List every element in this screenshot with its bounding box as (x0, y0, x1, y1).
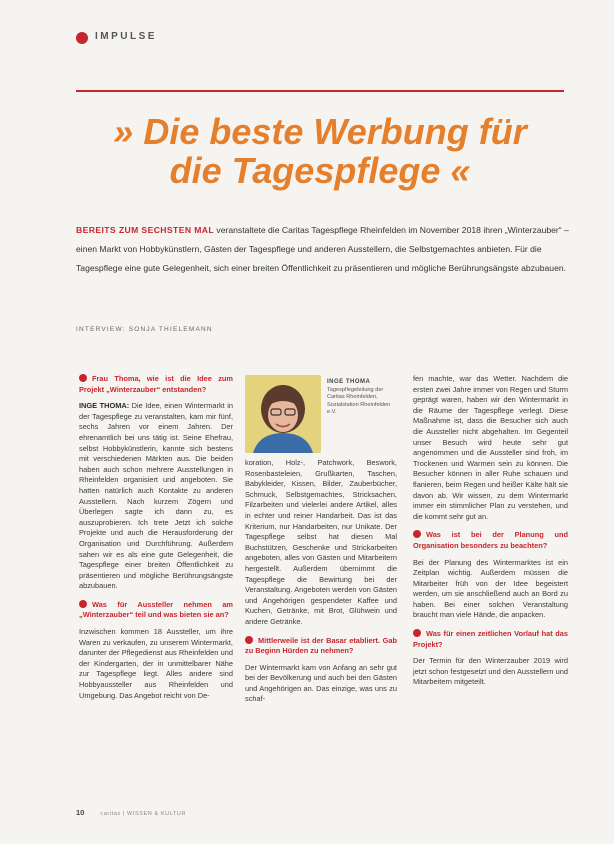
answer-3-continued: fen machte, war das Wetter. Nachdem die ersten zwei Jahre immer von Regen und Sturm geprägt waren, haben wir den Wintermarkt in die Räume der Tagespflege verlegt. Diese Maßnahme ist, dass die Besucher sich auch die Aussteller nicht abgehalten. Im Gegenteil unser Besuch wird heute sehr gut angenommen und die Aussteller sind froh, im Trockenen und Warmen sein zu können. Die Besucher können in aller Ruhe schauen und flanieren, beim Regen und heißer Kälte hält sie davon ab. Wir wissen, zu dem Wintermarkt immer ein stimmlicher Plan zu verstehen, und die kommt sehr gut an. (413, 374, 568, 521)
caption-name: INGE THOMA (327, 379, 371, 385)
question-marker-icon (245, 636, 253, 644)
column-2 (245, 458, 397, 705)
question-marker-icon (413, 530, 421, 538)
headline-line-2: die Tagespflege « (169, 150, 471, 191)
caption-text: Tagespflegeleitung der Caritas Rheinfelden, Sozialstation Rheinfelden e.V. (327, 386, 391, 416)
question-3: Mittlerweile ist der Basar etabliert. Gab zu Beginn Hürden zu nehmen? (245, 635, 397, 656)
question-marker-icon (413, 629, 421, 637)
answer-1: INGE THOMA: Die Idee, einen Wintermarkt in der Tagespflege zu veranstalten, kam mir fünf, sechs Jahren vor einem Jahren. Der ehrenamtlich bei uns tätig ist. Seine Ehefrau, selbst Hobbykünstlerin, kannte sich bestens mit verschiedenen Märkten aus. Die beiden haben auch schon mehrere Ausstellungen in Rheinfelden organisiert und angeboten. Sie hatten natürlich auch Kontakte zu anderen Ausstellern. Nach kurzem Zögern und Überlegen sagte ich dann zu, es auszuprobieren. Ich trete Jetzt ich solche Projekte und auch die Herausforderung der Organisation und Durchführung. Außerdem sahen wir es als eine gute Gelegenheit, die Tagespflege einer breiten Öffentlichkeit zu präsentieren und mögliche Berührungsängste abzubauen. (79, 401, 233, 591)
answer-4: Bei der Planung des Wintermarktes ist ein Zeitplan wichtig. Außerdem müssen die Mitarbeiter früh von der Idee begeistert werden, um sie anschließend auch an Bord zu haben. Bei einer solchen Veranstaltung braucht man viele Hände, die anpacken. (413, 557, 568, 620)
footer-source: caritas | WISSEN & KULTUR (100, 811, 187, 817)
rubric-marker-icon (76, 32, 88, 44)
photo-caption (327, 379, 397, 417)
speaker-name: INGE THOMA: (79, 401, 130, 411)
column-3 (413, 374, 568, 688)
lead-kicker: BEREITS ZUM SECHSTEN MAL (76, 225, 215, 235)
header-divider (76, 90, 564, 92)
column-1 (79, 374, 233, 701)
article-lead (76, 221, 571, 278)
article-headline (60, 112, 580, 190)
question-2: Was für Aussteller nehmen am „Winterzauber“ teil und was bieten sie an? (79, 599, 233, 620)
interview-credit: INTERVIEW: SONJA THIELEMANN (76, 326, 213, 333)
page-number: 10 (76, 808, 85, 817)
headline-line-1: » Die beste Werbung für (113, 111, 527, 152)
question-5: Was für einen zeitlichen Vorlauf hat das Projekt? (413, 629, 568, 649)
portrait-photo (245, 375, 321, 453)
answer-3: Der Wintermarkt kam von Anfang an sehr gut bei der Bevölkerung und auch bei den Gästen und Angehörigen an. Das einzige, was uns zu schaf- (245, 662, 397, 704)
question-1: Frau Thoma, wie ist die Idee zum Projekt „Winterzauber“ entstanden? (79, 374, 233, 394)
answer-2-continued: koration, Holz-, Patchwork, Beswork, Rosenbasteleien, Grußkarten, Taschen, Babykleider, Kissen, Bilder, Zauberbücher, Schmuck, Selbstgemachtes, Stricksachen, Filzarbeiten und vielerlei andere Artikel, alles in echter und reiner Handarbeit. Das ist das Kriterium, nur Handarbeiten, nur Unikate. Der Tagespflege selbst hat diesen Mal Buchstützen, Geschenke und Strickarbeiten angeboten, alles von Gästen und Mitarbeitern hergestellt. Außerdem übernimmt die Tagespflege die Bewirtung bei der Veranstaltung. Angeboten werden von Gästen und Angehörigen gespendeter Kaffee und Kuchen, Getränke, mit Brot, Glühwein und andere Getränke. (245, 458, 397, 626)
question-marker-icon (79, 600, 87, 608)
lead-text: veranstaltete die Caritas Tagespflege Rheinfelden im November 2018 ihren „Winterzauber“ – einen Markt von Hobbykünstlern, Gästen der Tagespflege und anderen Ausstellern, die Selbstgemachtes anbieten. Für die Tagespflege eine gute Gelegenheit, sich einer breiten Öffentlichkeit zu präsentieren und mögliche Berührungsängste abzubauen. (76, 225, 569, 273)
answer-2: Inzwischen kommen 18 Aussteller, um ihre Waren zu verkaufen, zu unserem Wintermarkt, darunter der Pflegedienst aus Rheinfelden und der Kindergarten, der in unmittelbarer Nähe zur Tagespflege liegt. Alles andere sind Hobbyaussteller aus Rheinfelden und Umgebung. Das Angebot reicht von De- (79, 627, 233, 700)
page-footer (76, 808, 186, 817)
answer-5: Der Termin für den Winterzauber 2019 wird jetzt schon festgesetzt und den Ausstellern und Mitarbeitern mitgeteilt. (413, 656, 568, 687)
question-marker-icon (79, 374, 87, 382)
rubric-label: IMPULSE (95, 31, 157, 42)
question-4: Was ist bei der Planung und Organisation besonders zu beachten? (413, 530, 568, 550)
